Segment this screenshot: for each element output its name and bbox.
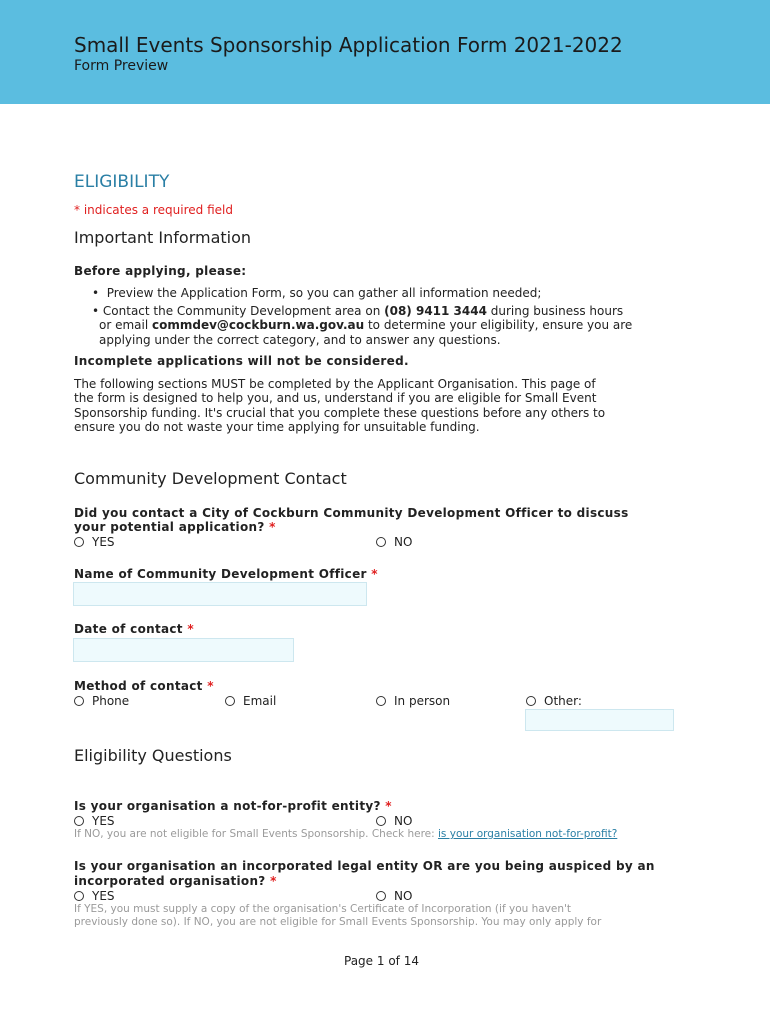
nfp-help-text: If NO, you are not eligible for Small Events Sponsorship. Check here:	[74, 828, 439, 840]
required-star: *	[270, 874, 277, 888]
bullet-contact-line2	[99, 318, 632, 333]
email-suffix: to determine your eligibility, ensure you are	[364, 318, 633, 332]
radio-circle-icon	[376, 891, 386, 901]
intro-line2: the form is designed to help you, and us, understand if you are eligible for Small Event	[74, 391, 597, 405]
contact-question-line2	[74, 520, 276, 534]
bullet-contact-line3: applying under the correct category, and to answer any questions.	[99, 333, 501, 347]
officer-label	[74, 567, 378, 581]
intro-line4: ensure you do not waste your time applying for unsuitable funding.	[74, 420, 480, 434]
radio-circle-icon	[74, 696, 84, 706]
required-star: *	[269, 520, 276, 534]
radio-circle-icon	[74, 891, 84, 901]
email-prefix: or email	[99, 318, 152, 332]
required-star: *	[371, 567, 378, 581]
bullet-contact: • Contact the Community Development area on (08) 9411 3444 during business hours	[92, 304, 624, 318]
incorporated-question-line2	[74, 874, 277, 888]
bullet-contact-text: Contact the Community Development area on	[102, 304, 385, 318]
method-label	[74, 679, 214, 693]
email-address: commdev@cockburn.wa.gov.au	[152, 318, 365, 332]
bullet-preview: • Preview the Application Form, so you can gather all information needed;	[92, 286, 542, 300]
before-applying: Before applying, please:	[74, 264, 247, 278]
community-heading: Community Development Contact	[74, 469, 347, 488]
phone-number: (08) 9411 3444	[384, 304, 487, 318]
radio-label: YES	[92, 535, 115, 549]
nfp-yes-radio[interactable]	[74, 814, 115, 828]
method-email-radio[interactable]	[225, 694, 276, 708]
radio-label: NO	[394, 535, 413, 549]
nfp-help	[74, 828, 617, 842]
date-of-contact-input[interactable]	[73, 638, 294, 662]
bullet-preview-text: Preview the Application Form, so you can gather all information needed;	[106, 286, 542, 300]
contact-question-text: your potential application?	[74, 520, 265, 534]
method-other-input[interactable]	[525, 709, 674, 731]
radio-label: NO	[394, 814, 413, 828]
required-star: *	[207, 679, 214, 693]
nfp-question-text: Is your organisation a not-for-profit entity?	[74, 799, 381, 813]
radio-circle-icon	[376, 537, 386, 547]
incorporated-no-radio[interactable]	[376, 889, 412, 903]
nfp-question	[74, 799, 392, 813]
page-number: Page 1 of 14	[344, 954, 419, 968]
radio-circle-icon	[526, 696, 536, 706]
radio-label: YES	[92, 889, 115, 903]
radio-label: In person	[394, 694, 451, 708]
form-subtitle: Form Preview	[74, 58, 169, 74]
method-label-text: Method of contact	[74, 679, 203, 693]
required-star: *	[385, 799, 392, 813]
required-star: *	[187, 622, 194, 636]
bullet-contact-mid: during business hours	[486, 304, 624, 318]
incorporated-question-line1: Is your organisation an incorporated legal entity OR are you being auspiced by an	[74, 859, 655, 873]
required-note: * indicates a required field	[74, 203, 233, 217]
contact-no-radio[interactable]	[376, 535, 412, 549]
intro-line3: Sponsorship funding. It's crucial that you complete these questions before any others to	[74, 406, 606, 420]
nfp-no-radio[interactable]	[376, 814, 412, 828]
eligibility-questions-heading: Eligibility Questions	[74, 746, 232, 765]
radio-label: YES	[92, 814, 115, 828]
radio-circle-icon	[376, 696, 386, 706]
method-other-radio[interactable]	[526, 694, 582, 708]
officer-label-text: Name of Community Development Officer	[74, 567, 367, 581]
method-in-person-radio[interactable]	[376, 694, 450, 708]
intro-line1: The following sections MUST be completed by the Applicant Organisation. This page of	[74, 377, 596, 391]
incorporated-yes-radio[interactable]	[74, 889, 115, 903]
date-label-text: Date of contact	[74, 622, 183, 636]
header-banner	[0, 0, 770, 104]
officer-name-input[interactable]	[73, 582, 367, 606]
contact-yes-radio[interactable]	[74, 535, 115, 549]
incomplete-warning: Incomplete applications will not be considered.	[74, 354, 409, 368]
important-heading: Important Information	[74, 228, 252, 247]
incorporated-help-line1: If YES, you must supply a copy of the organisation's Certificate of Incorporation (if you haven't	[74, 903, 572, 915]
method-phone-radio[interactable]	[74, 694, 129, 708]
radio-label: Other:	[544, 694, 582, 708]
incorporated-help-line2: previously done so). If NO, you are not eligible for Small Events Sponsorship. You may only apply for	[74, 916, 602, 928]
radio-circle-icon	[74, 816, 84, 826]
form-title: Small Events Sponsorship Application Form 2021-2022	[74, 33, 623, 57]
radio-circle-icon	[376, 816, 386, 826]
radio-label: Phone	[92, 694, 130, 708]
radio-circle-icon	[74, 537, 84, 547]
radio-label: Email	[243, 694, 277, 708]
incorporated-question-text: incorporated organisation?	[74, 874, 266, 888]
radio-label: NO	[394, 889, 413, 903]
date-label	[74, 622, 194, 636]
radio-circle-icon	[225, 696, 235, 706]
nfp-check-link[interactable]: is your organisation not-for-profit?	[438, 828, 618, 840]
eligibility-title: ELIGIBILITY	[74, 172, 170, 192]
contact-question-line1: Did you contact a City of Cockburn Community Development Officer to discuss	[74, 506, 629, 520]
